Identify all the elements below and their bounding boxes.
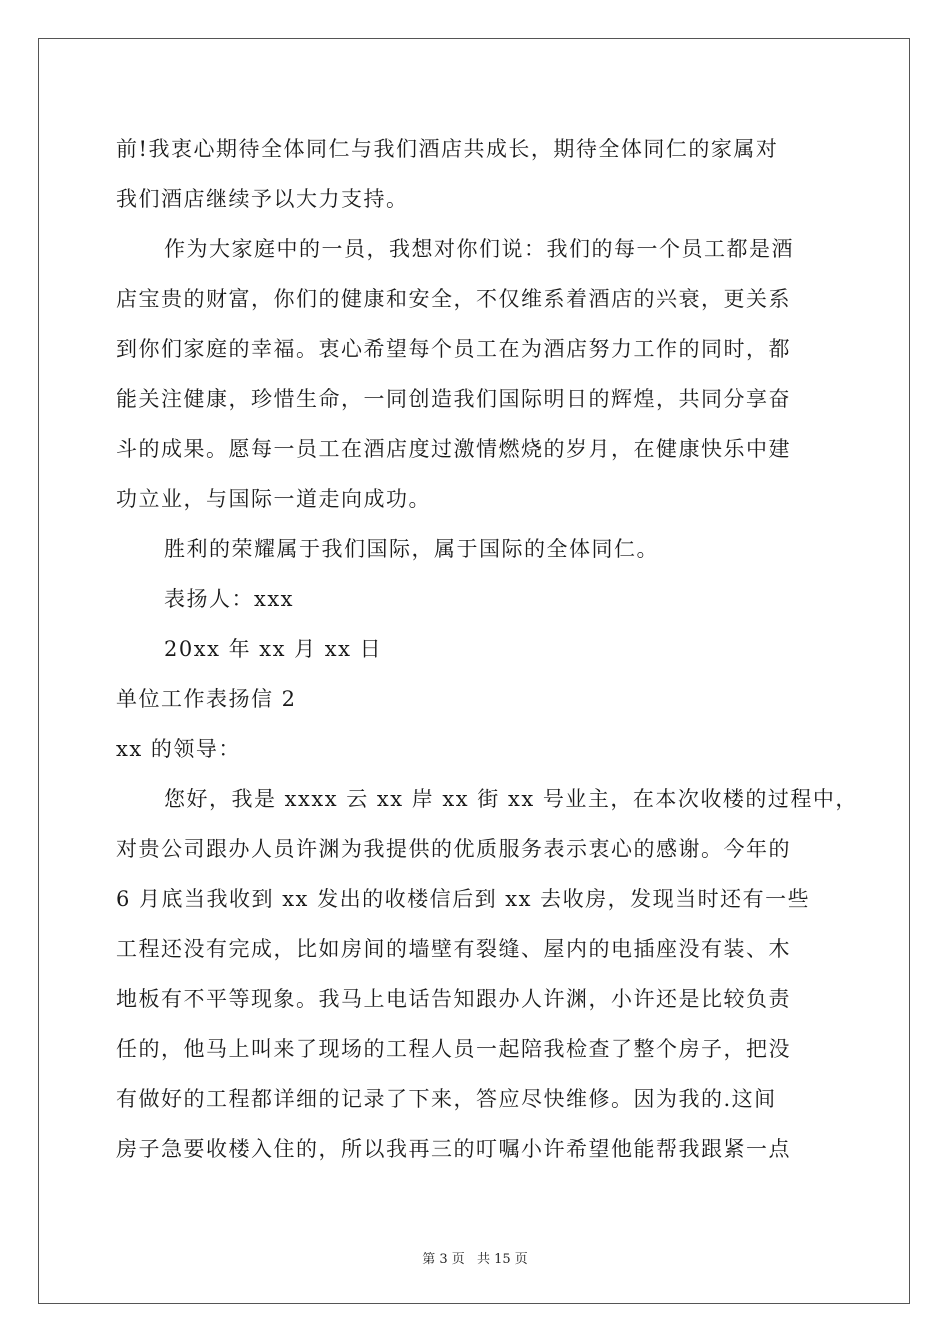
text-line: 我们酒店继续予以大力支持。 (116, 187, 409, 211)
text-line: 到你们家庭的幸福。衷心希望每个员工在为酒店努力工作的同时，都 (116, 337, 791, 361)
date-line: 20xx 年 xx 月 xx 日 (164, 637, 383, 661)
text-line: 对贵公司跟办人员许渊为我提供的优质服务表示衷心的感谢。今年的 (116, 837, 791, 861)
signature-line: 表扬人：xxx (164, 587, 295, 611)
text-line: 店宝贵的财富，你们的健康和安全，不仅维系着酒店的兴衰，更关系 (116, 287, 791, 311)
text-line: 作为大家庭中的一员，我想对你们说：我们的每一个员工都是酒 (164, 237, 794, 261)
text-line: 6 月底当我收到 xx 发出的收楼信后到 xx 去收房，发现当时还有一些 (116, 887, 811, 911)
total-pages: 共 15 页 (476, 1252, 528, 1267)
text-line: 地板有不平等现象。我马上电话告知跟办人许渊，小许还是比较负责 (116, 987, 791, 1011)
text-line: 功立业，与国际一道走向成功。 (116, 487, 431, 511)
text-line: 房子急要收楼入住的，所以我再三的叮嘱小许希望他能帮我跟紧一点 (116, 1137, 791, 1161)
text-line: 能关注健康，珍惜生命，一同创造我们国际明日的辉煌，共同分享奋 (116, 387, 791, 411)
text-line: 您好，我是 xxxx 云 xx 岸 xx 街 xx 号业主，在本次收楼的过程中， (164, 787, 858, 811)
salutation: xx 的领导： (116, 737, 241, 761)
document-body (116, 124, 858, 1174)
page-footer (0, 1248, 950, 1267)
text-line: 胜利的荣耀属于我们国际，属于国际的全体同仁。 (164, 537, 659, 561)
text-line: 有做好的工程都详细的记录了下来，答应尽快维修。因为我的.这间 (116, 1087, 777, 1111)
current-page-number: 第 3 页 (422, 1252, 465, 1267)
text-line: 前!我衷心期待全体同仁与我们酒店共成长，期待全体同仁的家属对 (116, 137, 779, 161)
text-line: 斗的成果。愿每一员工在酒店度过激情燃烧的岁月，在健康快乐中建 (116, 437, 791, 461)
section-title: 单位工作表扬信 2 (116, 687, 297, 711)
text-line: 工程还没有完成，比如房间的墙壁有裂缝、屋内的电插座没有装、木 (116, 937, 791, 961)
text-line: 任的，他马上叫来了现场的工程人员一起陪我检查了整个房子，把没 (116, 1037, 791, 1061)
